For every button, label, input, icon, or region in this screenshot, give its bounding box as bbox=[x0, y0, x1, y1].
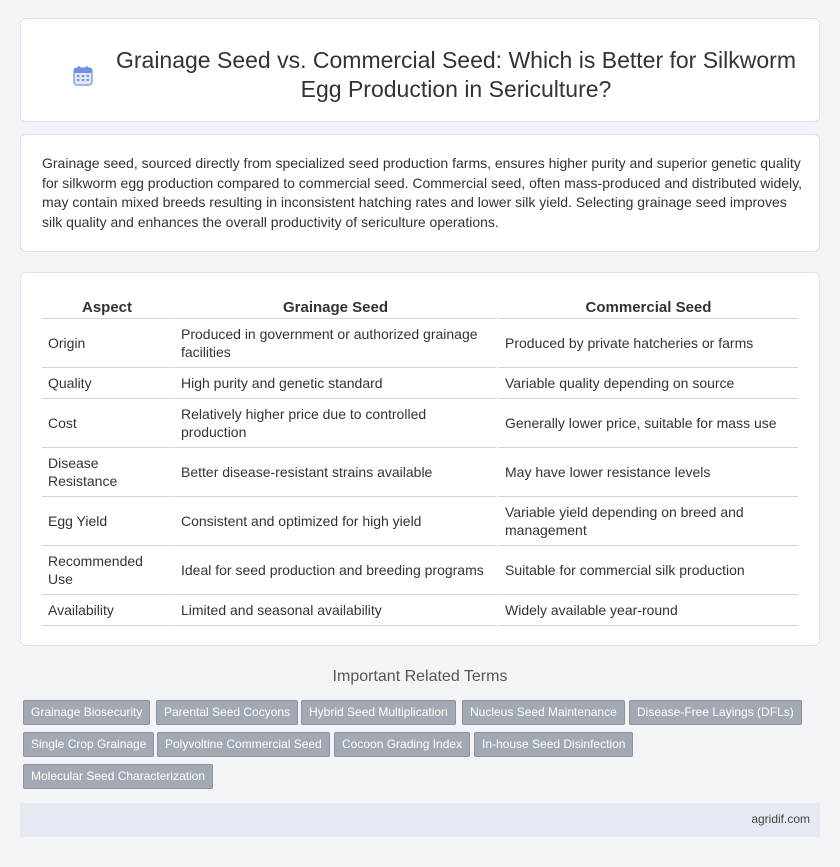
table-header-row bbox=[42, 297, 798, 319]
commercial-cell: Suitable for commercial silk production bbox=[496, 546, 798, 595]
related-term-tag[interactable]: Disease-Free Layings (DFLs) bbox=[629, 700, 802, 725]
commercial-cell: Generally lower price, suitable for mass use bbox=[496, 399, 798, 448]
column-header-commercial-seed: Commercial Seed bbox=[496, 297, 798, 319]
intro-paragraph: Grainage seed, sourced directly from specialized seed production farms, ensures higher purity and superior genetic quality for silkworm egg production compared to commercial seed. Commercial seed, often mass-produced and distributed widely, may contain mixed breeds resulting in inconsistent hatching rates and lower silk yield. Selecting grainage seed improves silk quality and enhances the overall productivity of sericulture operations. bbox=[42, 155, 802, 230]
related-term-tag[interactable]: Molecular Seed Characterization bbox=[23, 764, 213, 789]
related-term-tag[interactable]: Cocoon Grading Index bbox=[334, 732, 470, 757]
commercial-cell: Variable quality depending on source bbox=[496, 368, 798, 399]
grainage-cell: High purity and genetic standard bbox=[172, 368, 496, 399]
commercial-cell: May have lower resistance levels bbox=[496, 448, 798, 497]
table-row bbox=[42, 497, 798, 546]
table-row bbox=[42, 546, 798, 595]
calendar-icon bbox=[72, 65, 94, 87]
grainage-cell: Better disease-resistant strains available bbox=[172, 448, 496, 497]
aspect-cell: Disease Resistance bbox=[42, 448, 172, 497]
aspect-cell: Recommended Use bbox=[42, 546, 172, 595]
related-term-tag[interactable]: Hybrid Seed Multiplication bbox=[301, 700, 456, 725]
related-term-tag[interactable]: Single Crop Grainage bbox=[23, 732, 154, 757]
commercial-cell: Widely available year-round bbox=[496, 595, 798, 626]
aspect-cell: Cost bbox=[42, 399, 172, 448]
footer bbox=[20, 803, 820, 837]
grainage-cell: Consistent and optimized for high yield bbox=[172, 497, 496, 546]
comparison-table bbox=[42, 297, 798, 626]
related-term-tag[interactable]: Polyvoltine Commercial Seed bbox=[157, 732, 330, 757]
grainage-cell: Relatively higher price due to controlled production bbox=[172, 399, 496, 448]
table-row bbox=[42, 319, 798, 368]
site-link[interactable]: agridif.com bbox=[751, 812, 810, 826]
intro-card bbox=[20, 134, 820, 252]
related-term-tag[interactable]: Nucleus Seed Maintenance bbox=[462, 700, 625, 725]
table-row bbox=[42, 448, 798, 497]
comparison-card bbox=[20, 272, 820, 646]
grainage-cell: Produced in government or authorized grainage facilities bbox=[172, 319, 496, 368]
column-header-aspect: Aspect bbox=[42, 297, 172, 319]
column-header-grainage-seed: Grainage Seed bbox=[172, 297, 496, 319]
related-term-tag[interactable]: Parental Seed Cocyons bbox=[156, 700, 298, 725]
commercial-cell: Variable yield depending on breed and management bbox=[496, 497, 798, 546]
grainage-cell: Ideal for seed production and breeding programs bbox=[172, 546, 496, 595]
grainage-cell: Limited and seasonal availability bbox=[172, 595, 496, 626]
commercial-cell: Produced by private hatcheries or farms bbox=[496, 319, 798, 368]
table-row bbox=[42, 368, 798, 399]
aspect-cell: Egg Yield bbox=[42, 497, 172, 546]
page-title: Grainage Seed vs. Commercial Seed: Which is Better for Silkworm Egg Production in Sericulture? bbox=[115, 47, 797, 102]
table-row bbox=[42, 399, 798, 448]
related-term-tag[interactable]: In-house Seed Disinfection bbox=[474, 732, 633, 757]
aspect-cell: Quality bbox=[42, 368, 172, 399]
table-row bbox=[42, 595, 798, 626]
related-term-tag[interactable]: Grainage Biosecurity bbox=[23, 700, 150, 725]
title-card bbox=[20, 18, 820, 122]
aspect-cell: Origin bbox=[42, 319, 172, 368]
related-terms-heading: Important Related Terms bbox=[332, 668, 508, 685]
aspect-cell: Availability bbox=[42, 595, 172, 626]
